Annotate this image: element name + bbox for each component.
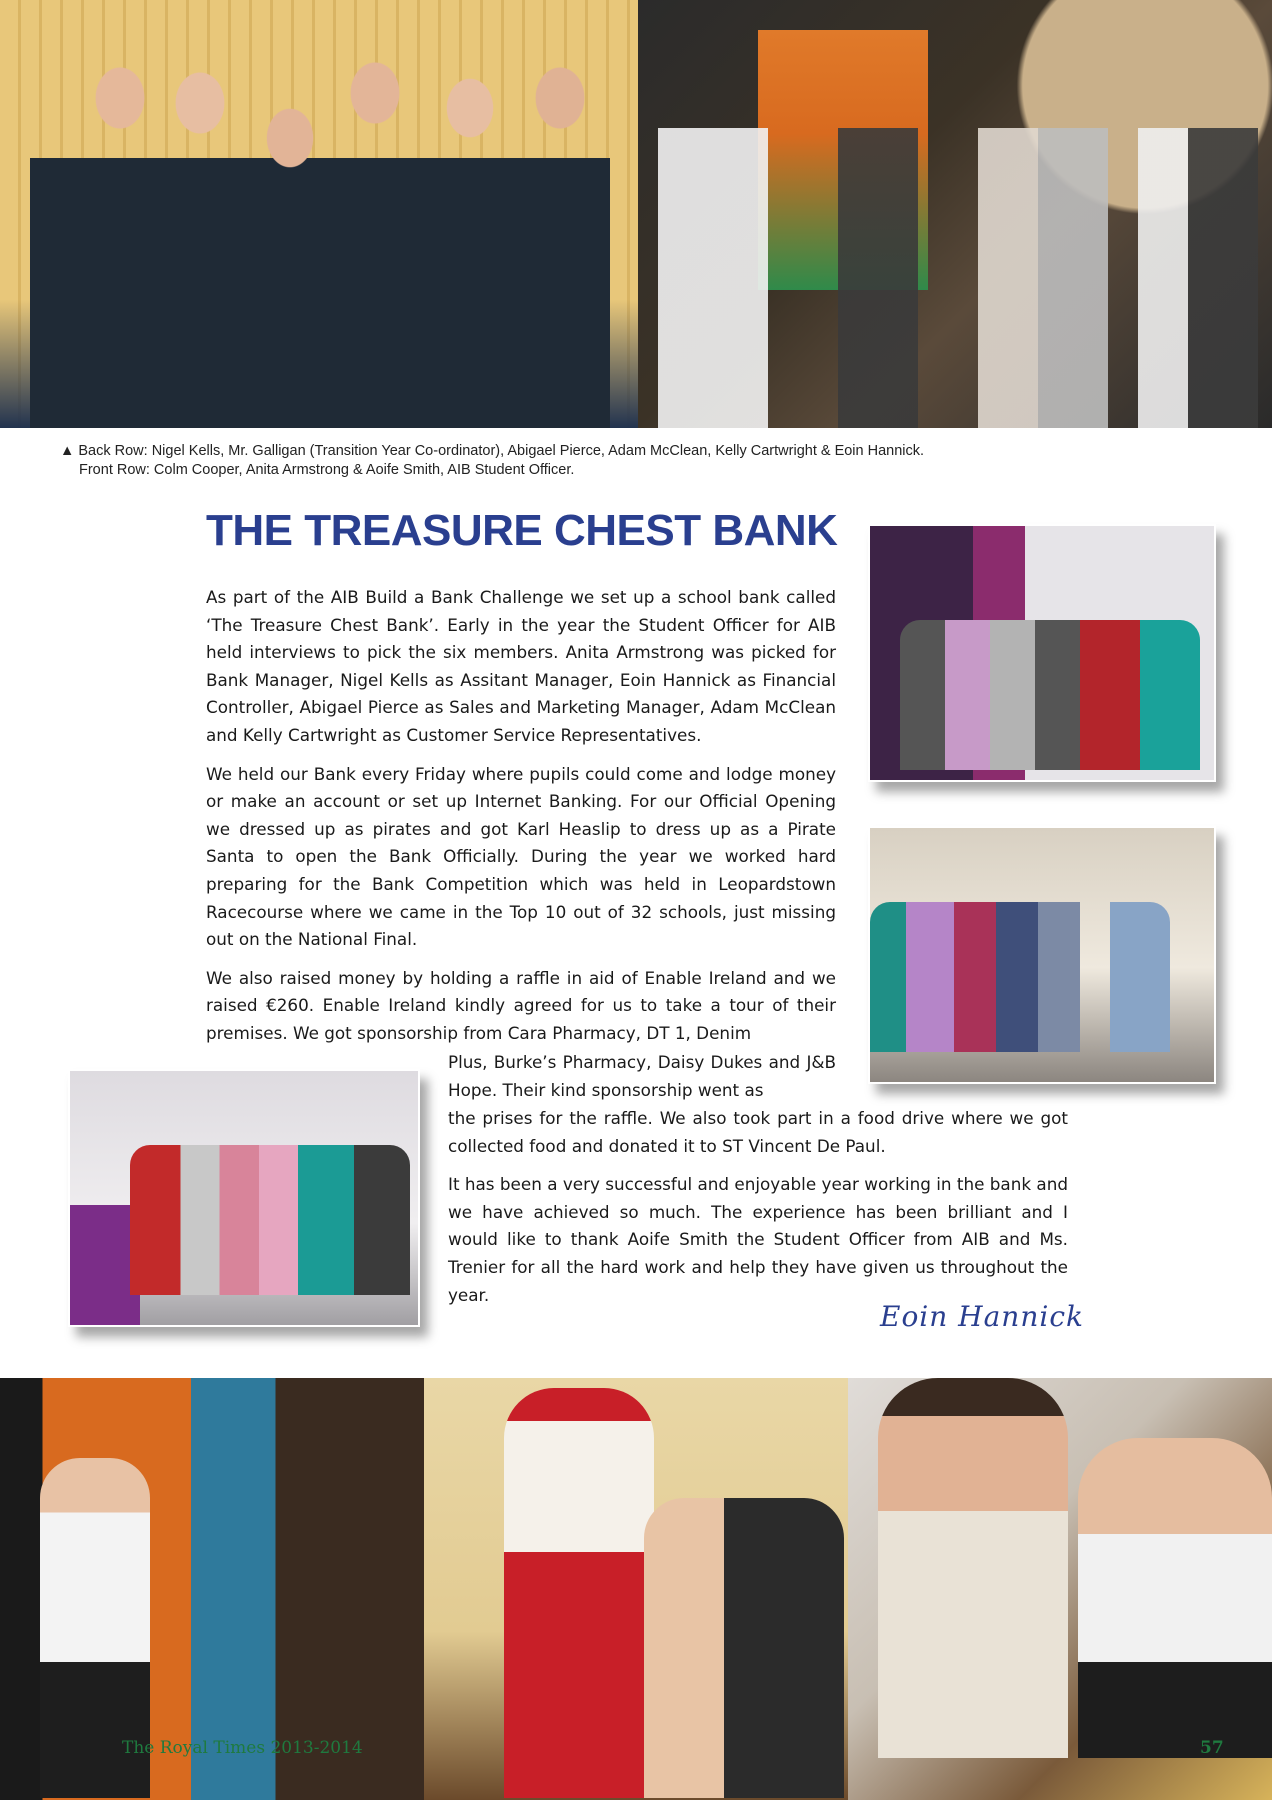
boy-pirate-figure — [1078, 1438, 1272, 1758]
article-headline: THE TREASURE CHEST BANK — [206, 506, 838, 555]
paragraph-3-top: We also raised money by holding a raffle in aid of Enable Ireland and we raised €260. Enable Ireland kindly agreed for us to take a tour of their premises. We got sponsorship from Cara Pharmacy, DT 1, Denim — [206, 967, 836, 1043]
caption-line-2: Front Row: Colm Cooper, Anita Armstrong & Aoife Smith, AIB Student Officer. — [79, 462, 575, 478]
side-photo-1-figures — [900, 620, 1200, 770]
bottom-photo-pirate — [0, 1378, 424, 1800]
author-signature: Eoin Hannick — [880, 1300, 1084, 1333]
page-number: 57 — [1200, 1738, 1224, 1758]
paragraph-3-bottom: the prises for the raffle. We also took part in a food drive where we got collected food and donated it to ST Vincent De Paul. — [448, 1108, 1068, 1156]
students-figures — [644, 1498, 844, 1798]
paragraph-3-wrap: Plus, Burke’s Pharmacy, Daisy Dukes and J&B Hope. Their kind sponsorship went as — [448, 1052, 836, 1100]
article-body-main — [206, 584, 836, 1059]
bottom-photo-treasure — [848, 1378, 1272, 1800]
group-photo — [0, 0, 638, 428]
caption-line-1: ▲ Back Row: Nigel Kells, Mr. Galligan (Transition Year Co-ordinator), Abigael Pierce, Adam McClean, Kelly Cartwright & Eoin Hannick. — [60, 443, 925, 459]
side-photo-3-figures — [130, 1145, 410, 1295]
girl-pirate-figure — [878, 1378, 1068, 1758]
side-photo-2-figures — [870, 902, 1170, 1052]
santa-figure — [504, 1388, 654, 1798]
paragraph-4: It has been a very successful and enjoyable year working in the bank and we have achieved so much. The experience has been brilliant and I would like to thank Aoife Smith the Student Officer from AIB and Ms. Trenier for all the hard work and help they have given us throughout the year. — [448, 1174, 1068, 1305]
photo-caption — [60, 442, 1210, 480]
article-body-lower — [448, 1105, 1068, 1320]
side-photo-2 — [868, 826, 1216, 1084]
paragraph-1: As part of the AIB Build a Bank Challenge we set up a school bank called ‘The Treasure Chest Bank’. Early in the year the Student Officer for AIB held interviews to pick the six members. Anita Armstrong was picked for Bank Manager, Nigel Kells as Assitant Manager, Eoin Hannick as Financial Controller, Abigael Pierce as Sales and Marketing Manager, Adam McClean and Kelly Cartwright as Customer Service Representatives. — [206, 587, 836, 745]
pirate-figures — [658, 128, 1258, 428]
publication-footer: The Royal Times 2013-2014 — [122, 1738, 363, 1758]
paragraph-2: We held our Bank every Friday where pupils could come and lodge money or make an account or set up Internet Banking. For our Official Opening we dressed up as pirates and got Karl Heaslip to dress up as a Pirate Santa to open the Bank Officially. During the year we worked hard preparing for the Bank Competition which was held in Leopardstown Racecourse where we came in the Top 10 out of 32 schools, just missing out on the National Final. — [206, 763, 836, 950]
group-figures — [30, 38, 610, 428]
side-photo-3 — [68, 1069, 420, 1327]
pirate-stand-photo — [638, 0, 1272, 428]
side-photo-1 — [868, 524, 1216, 782]
bottom-photo-santa — [424, 1378, 848, 1800]
